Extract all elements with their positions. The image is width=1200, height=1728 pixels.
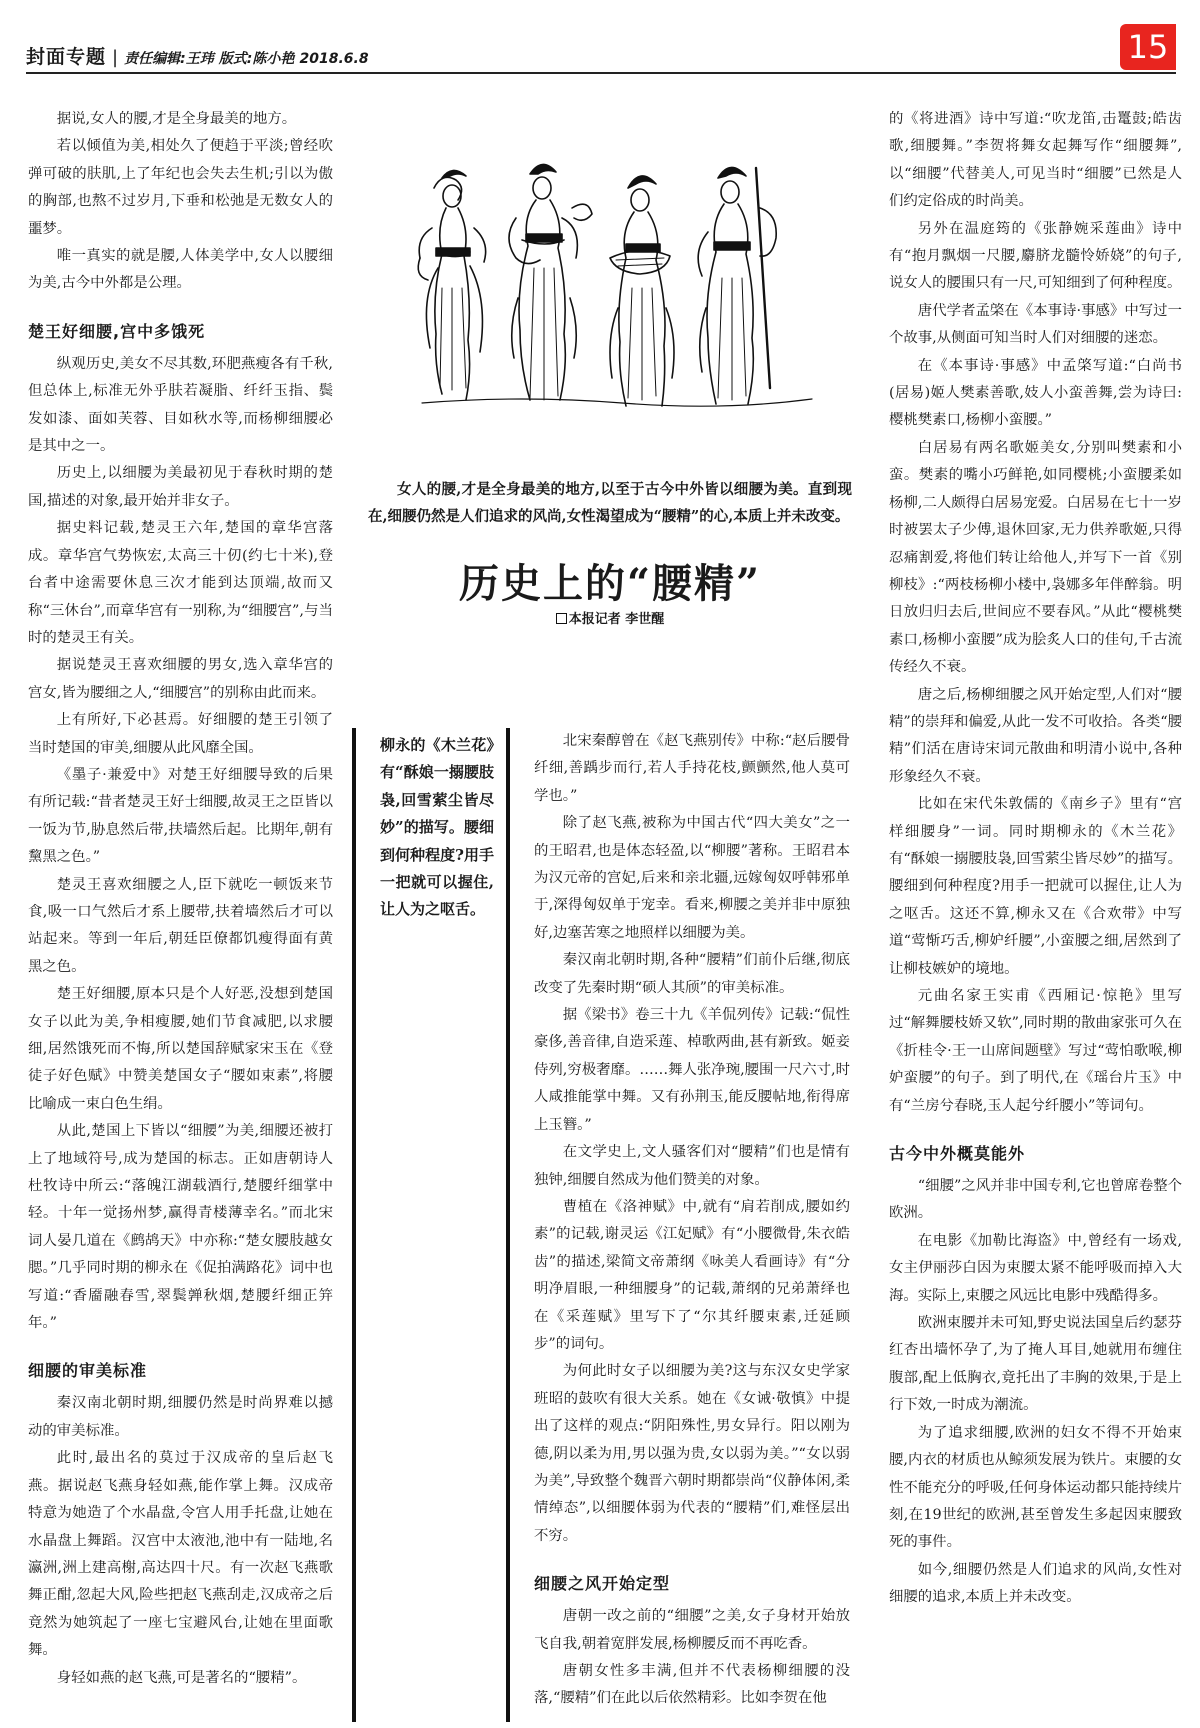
- paragraph: “细腰”之风并非中国专利,它也曾席卷整个欧洲。: [889, 1178, 1182, 1222]
- lady-figure-3: [610, 176, 674, 406]
- paragraph: 唐朝女性多丰满,但并不代表杨柳细腰的没落,“腰精”们在此以后依然精彩。比如李贺在他: [534, 1663, 850, 1707]
- page-header: [26, 28, 1176, 68]
- paragraph: 此时,最出名的莫过于汉成帝的皇后赵飞燕。据说赵飞燕身轻如燕,能作掌上舞。汉成帝特意为她造了个水晶盘,令宫人用手托盘,让她在水晶盘上舞蹈。汉宫中太液池,池中有一陆地,名瀛洲,洲上建高榭,高达四十尺。有一次赵飞燕歌舞正酣,忽起大风,险些把赵飞燕刮走,汉成帝之后竟然为她筑起了一座七宝避风台,让她在里面歌舞。: [28, 1450, 333, 1659]
- paragraph: 白居易有两名歌姬美女,分别叫樊素和小蛮。樊素的嘴小巧鲜艳,如同樱桃;小蛮腰柔如杨柳,二人颇得白居易宠爱。白居易在七十一岁时被罢太子少傅,退休回家,无力供养歌姬,只得忍痛割爱,将他们转让给他人,并写下一首《别柳枝》:“两枝杨柳小楼中,袅娜多年伴醉翁。明日放归归去后,世间应不要春风。”从此“樱桃樊素口,杨柳小蛮腰”成为脍炙人口的佳句,千古流传经久不衰。: [889, 439, 1182, 676]
- column-3: [889, 106, 1182, 1722]
- header-separator: |: [112, 47, 119, 68]
- article-lead: 女人的腰,才是全身最美的地方,以至于古今中外皆以细腰为美。直到现在,细腰仍然是人们追求的风尚,女性渴望成为“腰精”的心,本质上并未改变。: [368, 481, 852, 525]
- pull-quote: [352, 728, 510, 1722]
- paragraph: 元曲名家王实甫《西厢记·惊艳》里写过“解舞腰枝娇又软”,同时期的散曲家张可久在《折桂令·王一山席间题壁》写过“莺怕歌喉,柳妒蛮腰”的句子。到了明代,在《瑶台片玉》中有“兰房兮春晓,玉人起兮纤腰小”等词句。: [889, 988, 1182, 1114]
- paragraph: 的《将进酒》诗中写道:“吹龙笛,击鼍鼓;皓齿歌,细腰舞。”李贺将舞女起舞写作“细腰舞”,以“细腰”代替美人,可见当时“细腰”已然是人们约定俗成的时尚美。: [889, 111, 1182, 210]
- paragraph: 欧洲束腰并未可知,野史说法国皇后约瑟芬红杏出墙怀孕了,为了掩人耳目,她就用布缠住腹部,配上低胸衣,竟托出了丰胸的效果,于是上行下效,一时成为潮流。: [889, 1315, 1182, 1414]
- paragraph: 据《梁书》卷三十九《羊侃列传》记载:“侃性豪侈,善音律,自造采莲、棹歌两曲,甚有新致。姬妾侍列,穷极奢靡。……舞人张净琬,腰围一尺六寸,时人咸推能掌中舞。又有孙荆玉,能反腰帖地,衔得席上玉簪。”: [534, 1007, 850, 1133]
- lady-figure-4: [698, 167, 776, 404]
- pull-quote-left-rule: [352, 728, 356, 1722]
- paragraph: 曹植在《洛神赋》中,就有“肩若削成,腰如约素”的记载,谢灵运《江妃赋》有“小腰微骨,朱衣皓齿”的描述,梁简文帝萧纲《咏美人看画诗》有“分明净眉眼,一种细腰身”的记载,萧纲的兄弟萧绎也在《采莲赋》里写下了“尔其纤腰束素,迁延顾步”的词句。: [534, 1198, 850, 1352]
- paragraph: 唐之后,杨柳细腰之风开始定型,人们对“腰精”的崇拜和偏爱,从此一发不可收拾。各类“腰精”们活在唐诗宋词元散曲和明清小说中,各种形象经久不衰。: [889, 686, 1182, 785]
- header-meta: [26, 42, 369, 69]
- byline-box-icon: [556, 613, 567, 624]
- paragraph: 据史料记载,楚灵王六年,楚国的章华宫落成。章华宫气势恢宏,太高三十仞(约七十米),登台者中途需要休息三次才能到达顶端,故而又称“三休台”,而章华宫有一别称,为“细腰宫”,与当时的楚灵王有关。: [28, 520, 333, 646]
- subheading: 古今中外概莫能外: [889, 1144, 1026, 1164]
- subheading: 细腰的审美标准: [28, 1361, 148, 1381]
- issue-date: 2018.6.8: [299, 51, 369, 67]
- paragraph: 唐朝一改之前的“细腰”之美,女子身材开始放飞自我,朝着宽胖发展,杨柳腰反而不再吃香。: [534, 1608, 850, 1652]
- paragraph: 身轻如燕的赵飞燕,可是著名的“腰精”。: [56, 1669, 307, 1686]
- subheading: 楚王好细腰,宫中多饿死: [28, 321, 206, 341]
- paragraph: 另外在温庭筠的《张静婉采莲曲》诗中有“抱月飘烟一尺腰,麝脐龙髓怜娇娆”的句子,说女人的腰围只有一尺,可知细到了何种程度。: [889, 220, 1182, 292]
- paragraph: 楚灵王喜欢细腰之人,臣下就吃一顿饭来节食,吸一口气然后才系上腰带,扶着墙然后才可以站起来。等到一年后,朝廷臣僚都饥瘦得面有黄黑之色。: [28, 876, 333, 975]
- editor-credit: 责任编辑:王玮: [124, 51, 214, 67]
- paragraph: 从此,楚国上下皆以“细腰”为美,细腰还被打上了地域符号,成为楚国的标志。正如唐朝诗人杜牧诗中所云:“落魄江湖载酒行,楚腰纤细掌中轻。十年一觉扬州梦,赢得青楼薄幸名。”而北宋词人晏几道在《鹧鸪天》中亦称:“楚女腰肢越女腮。”几乎同时期的柳永在《促拍满路花》词中也写道:“香靥融春雪,翠鬓亸秋烟,楚腰纤细正笄年。”: [28, 1123, 333, 1332]
- column-2: [534, 728, 850, 1722]
- lady-figure-1: [418, 170, 485, 400]
- paragraph: 在《本事诗·事感》中孟棨写道:“白尚书(居易)姬人樊素善歌,妓人小蛮善舞,尝为诗曰:樱桃樊素口,杨柳小蛮腰。”: [889, 357, 1182, 429]
- paragraph: 楚王好细腰,原本只是个人好恶,没想到楚国女子以此为美,争相瘦腰,她们节食减肥,以求腰细,居然饿死而不悔,所以楚国辞赋家宋玉在《登徒子好色赋》中赞美楚国女子“腰如束素”,将腰比喻成一束白色生绢。: [28, 986, 333, 1112]
- paragraph: 《墨子·兼爱中》对楚王好细腰导致的后果有所记载:“昔者楚灵王好士细腰,故灵王之臣皆以一饭为节,胁息然后带,扶墙然后起。比期年,朝有黧黑之色。”: [28, 766, 333, 866]
- paragraph: 秦汉南北朝时期,细腰仍然是时尚界难以撼动的审美标准。: [28, 1395, 333, 1439]
- section-name: 封面专题: [26, 46, 107, 68]
- paragraph: 为何此时女子以细腰为美?这与东汉女史学家班昭的鼓吹有很大关系。她在《女诫·敬慎》中提出了这样的观点:“阴阳殊性,男女异行。阳以刚为德,阴以柔为用,男以强为贵,女以弱为美。”“女以弱为美”,导致整个魏晋六朝时期都崇尚“仪静体闲,柔情绰态”,以细腰体弱为代表的“腰精”们,难怪层出不穷。: [534, 1363, 850, 1544]
- article-title: 历史上的“腰精”: [458, 560, 761, 607]
- header-rule: [26, 72, 1176, 74]
- paragraph: 北宋秦醇曾在《赵飞燕别传》中称:“赵后腰骨纤细,善踽步而行,若人手持花枝,颤颤然,他人莫可学也。”: [534, 733, 850, 804]
- paragraph: 为了追求细腰,欧洲的妇女不得不开始束腰,内衣的材质也从鲸须发展为铁片。束腰的女性不能充分的呼吸,任何身体运动都只能持续片刻,在19世纪的欧洲,甚至曾发生多起因束腰致死的事件。: [889, 1424, 1182, 1551]
- paragraph: 上有所好,下必甚焉。好细腰的楚王引领了当时楚国的审美,细腰从此风靡全国。: [28, 712, 333, 756]
- page-number-badge: 15: [1120, 24, 1176, 70]
- paragraph: 历史上,以细腰为美最初见于春秋时期的楚国,描述的对象,最开始并非女子。: [28, 465, 333, 509]
- paragraph: 秦汉南北朝时期,各种“腰精”们前仆后继,彻底改变了先秦时期“硕人其颀”的审美标准。: [534, 952, 850, 996]
- pull-quote-right-rule: [506, 728, 510, 1722]
- lady-figure-2: [509, 164, 592, 400]
- paragraph: 比如在宋代朱敦儒的《南乡子》里有“宫样细腰身”一词。同时期柳永的《木兰花》有“酥娘一搦腰肢袅,回雪萦尘皆尽妙”的描写。腰细到何种程度?用手一把就可以握住,让人为之呕舌。这还不算,柳永又在《合欢带》中写道“莺惭巧舌,柳妒纤腰”,小蛮腰之细,居然到了让柳枝嫉妒的境地。: [889, 796, 1182, 977]
- byline-text: 本报记者 李世醒: [568, 612, 665, 627]
- paragraph: 据说楚灵王喜欢细腰的男女,选入章华宫的宫女,皆为腰细之人,“细腰宫”的别称由此而来。: [28, 657, 333, 701]
- paragraph: 在电影《加勒比海盗》中,曾经有一场戏,女主伊丽莎白因为束腰太紧不能呼吸而掉入大海。实际上,束腰之风远比电影中残酷得多。: [889, 1232, 1182, 1304]
- four-ladies-illustration-icon: [412, 148, 822, 410]
- paragraph: 据说,女人的腰,才是全身最美的地方。: [56, 111, 297, 127]
- subheading: 细腰之风开始定型: [534, 1574, 671, 1594]
- pull-quote-text: 柳永的《木兰花》有“酥娘一搦腰肢袅,回雪萦尘皆尽妙”的描写。腰细到何种程度?用手一把就可以握住,让人为之呕舌。: [380, 736, 494, 919]
- layout-credit: 版式:陈小艳: [218, 51, 295, 67]
- article-byline: [360, 608, 860, 627]
- column-1: [28, 106, 333, 1722]
- paragraph: 唯一真实的就是腰,人体美学中,女人以腰细为美,古今中外都是公理。: [28, 248, 333, 292]
- paragraph: 除了赵飞燕,被称为中国古代“四大美女”之一的王昭君,也是体态轻盈,以“柳腰”著称。王昭君本为汉元帝的宫妃,后来和亲北疆,远嫁匈奴呼韩邪单于,深得匈奴单于宠幸。看来,柳腰之美并非中原独好,边塞苦寒之地照样以细腰为美。: [534, 815, 850, 941]
- paragraph: 在文学史上,文人骚客们对“腰精”们也是情有独钟,细腰自然成为他们赞美的对象。: [534, 1144, 850, 1188]
- paragraph: 如今,细腰仍然是人们追求的风尚,女性对细腰的追求,本质上并未改变。: [889, 1561, 1182, 1606]
- paragraph: 若以倾值为美,相处久了便趋于平淡;曾经吹弹可破的肤肌,上了年纪也会失去生机;引以为傲的胸部,也熬不过岁月,下垂和松弛是无数女人的噩梦。: [28, 138, 333, 237]
- paragraph: 纵观历史,美女不尽其数,环肥燕瘦各有千秋,但总体上,标准无外乎肤若凝脂、纤纤玉指、鬓发如漆、面如芙蓉、目如秋水等,而杨柳细腰必是其中之一。: [28, 355, 333, 455]
- paragraph: 唐代学者孟棨在《本事诗·事感》中写过一个故事,从侧面可知当时人们对细腰的迷恋。: [889, 302, 1182, 347]
